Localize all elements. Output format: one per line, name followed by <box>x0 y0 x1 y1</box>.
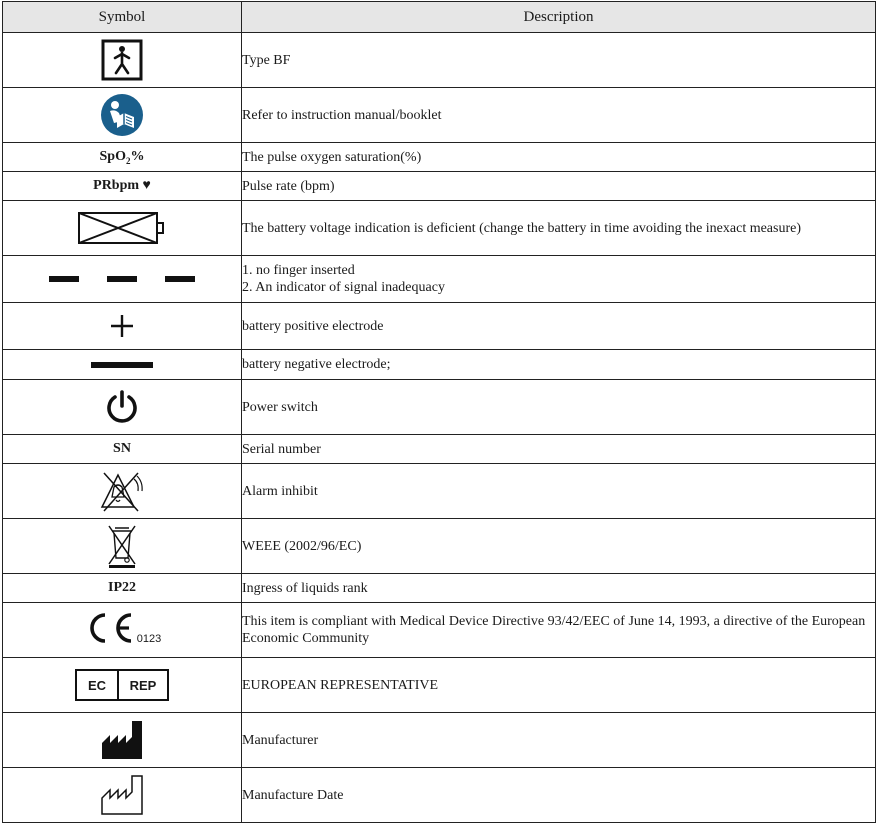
description-cell: Alarm inhibit <box>242 464 876 519</box>
description-cell: Power switch <box>242 380 876 435</box>
description-line: 1. no finger inserted <box>242 263 355 278</box>
description-cell: This item is compliant with Medical Device Directive 93/42/EEC of June 14, 1993, a directive of the European Economic Community <box>242 603 876 658</box>
description-cell: Serial number <box>242 435 876 464</box>
table-row <box>3 143 876 172</box>
table-row <box>3 201 876 256</box>
symbol-cell <box>3 519 242 574</box>
instruction-manual-icon <box>100 93 144 137</box>
symbol-cell <box>3 658 242 713</box>
description-cell: Pulse rate (bpm) <box>242 172 876 201</box>
symbol-cell <box>3 768 242 823</box>
symbol-column-header: Symbol <box>3 2 242 33</box>
symbol-cell <box>3 88 242 143</box>
spo2-percent: % <box>130 148 145 164</box>
symbol-cell <box>3 380 242 435</box>
serial-number-symbol: SN <box>113 441 131 456</box>
symbol-cell <box>3 201 242 256</box>
dash-line-icon <box>49 273 195 285</box>
symbol-cell <box>3 303 242 350</box>
spo2-subscript: 2 <box>125 155 131 166</box>
table-row <box>3 603 876 658</box>
description-cell: Refer to instruction manual/booklet <box>242 88 876 143</box>
table-row <box>3 303 876 350</box>
low-battery-icon <box>77 210 167 246</box>
table-row <box>3 464 876 519</box>
table-row <box>3 88 876 143</box>
symbol-table <box>2 1 876 823</box>
table-row <box>3 713 876 768</box>
table-row <box>3 172 876 201</box>
symbol-cell <box>3 33 242 88</box>
alarm-inhibit-icon <box>98 469 146 513</box>
table-row <box>3 256 876 303</box>
notified-body-number: 0123 <box>136 632 162 645</box>
power-icon <box>104 389 140 425</box>
symbol-cell <box>3 464 242 519</box>
table-row <box>3 519 876 574</box>
description-cell <box>242 256 876 303</box>
description-cell: Manufacture Date <box>242 768 876 823</box>
ce-mark-icon <box>83 612 135 644</box>
description-cell: EUROPEAN REPRESENTATIVE <box>242 658 876 713</box>
description-cell: WEEE (2002/96/EC) <box>242 519 876 574</box>
weee-icon <box>106 524 138 568</box>
minus-icon <box>91 361 153 369</box>
heart-icon: ♥ <box>142 178 151 193</box>
description-cell: Manufacturer <box>242 713 876 768</box>
description-cell: The pulse oxygen saturation(%) <box>242 143 876 172</box>
spo2-symbol: SpO <box>99 148 126 164</box>
description-column-header: Description <box>242 2 876 33</box>
table-row <box>3 435 876 464</box>
table-row <box>3 33 876 88</box>
table-row <box>3 768 876 823</box>
table-row <box>3 380 876 435</box>
ec-label: EC <box>77 671 119 699</box>
description-line: 2. An indicator of signal inadequacy <box>242 280 445 295</box>
description-cell: battery negative electrode; <box>242 350 876 380</box>
table-row <box>3 350 876 380</box>
symbol-cell <box>3 713 242 768</box>
symbol-cell <box>3 143 242 172</box>
description-cell: The battery voltage indication is deficient (change the battery in time avoiding the inexact measure) <box>242 201 876 256</box>
description-cell: battery positive electrode <box>242 303 876 350</box>
table-row <box>3 574 876 603</box>
prbpm-symbol: PRbpm <box>93 178 140 193</box>
ce-mark <box>83 612 161 644</box>
manufacture-date-icon <box>100 774 144 816</box>
ec-rep-icon <box>75 669 169 701</box>
description-cell: Ingress of liquids rank <box>242 574 876 603</box>
manufacturer-icon <box>100 719 144 761</box>
plus-icon <box>110 314 134 338</box>
symbol-cell <box>3 435 242 464</box>
type-bf-icon <box>101 39 143 81</box>
ip22-symbol: IP22 <box>108 580 136 595</box>
description-cell: Type BF <box>242 33 876 88</box>
rep-label: REP <box>129 677 157 693</box>
symbol-cell <box>3 603 242 658</box>
symbol-cell <box>3 172 242 201</box>
table-row <box>3 658 876 713</box>
symbol-cell <box>3 256 242 303</box>
table-header-row <box>3 2 876 33</box>
symbol-cell <box>3 574 242 603</box>
symbol-cell <box>3 350 242 380</box>
